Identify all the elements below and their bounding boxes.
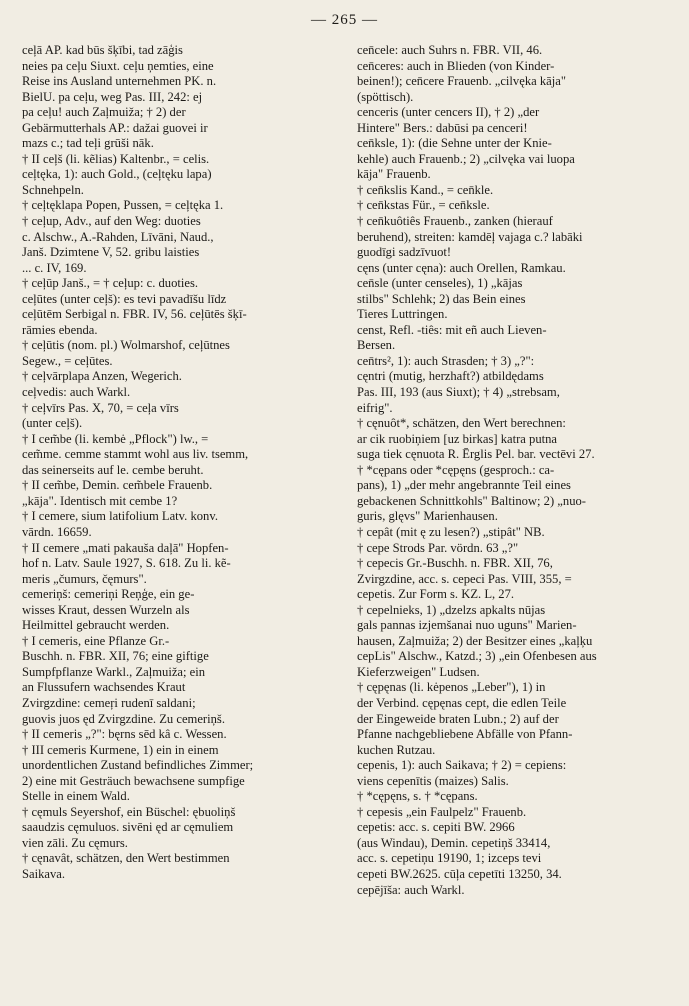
text-line: Tieres Luttringen.: [357, 307, 448, 322]
text-line: cem̃me. cemme stammt wohl aus liv. tsemm,: [22, 447, 249, 462]
text-line: Stelle in einem Wald.: [22, 789, 130, 804]
text-line: † II cem̃be, Demin. cem̃bele Frauenb.: [22, 478, 213, 493]
left-column: [22, 43, 334, 883]
text-line: guris, glęvs" Marienhausen.: [357, 509, 498, 524]
text-line: Buschh. n. FBR. XII, 76; eine giftige: [22, 649, 209, 664]
text-line: beinen!); cen̄cere Frauenb. „cilvęka kāja": [357, 74, 566, 89]
text-line: † I cemeris, eine Pflanze Gr.-: [22, 633, 170, 648]
text-line: † ceļvārplapa Anzen, Wegerich.: [22, 369, 182, 384]
text-line: Sumpfpflanze Warkl., Zaļmuiža; ein: [22, 664, 206, 679]
text-line: der Verbind. cępęnas cept, die edlen Teile: [357, 695, 567, 710]
text-line: † I cemere, sium latifolium Latv. konv.: [22, 509, 218, 524]
text-line: cepLis" Alschw., Katzd.; 3) „ein Ofenbesen aus: [357, 649, 597, 664]
text-line: † I cem̃be (li. kembė „Pflock") lw., =: [22, 431, 209, 446]
text-line: unordentlichen Zustand befindliches Zimmer;: [22, 758, 254, 773]
text-line: mazs c.; tad teļi grūši nāk.: [22, 136, 154, 151]
text-line: kuchen Rutzau.: [357, 742, 436, 757]
text-line: † II ceļš (li. kẽlias) Kaltenbr., = celis.: [22, 151, 210, 166]
text-line: Pfanne nachgebliebene Abfälle von Pfann-: [357, 727, 573, 742]
text-line: Saikava.: [22, 866, 66, 881]
text-line: neies pa ceļu Siuxt. ceļu ņemties, eine: [22, 58, 214, 73]
text-line: † cepelnieks, 1) „dzelzs apkalts nūjas: [357, 602, 546, 617]
text-line: pans), 1) „der mehr angebrannte Teil eines: [357, 478, 571, 493]
text-line: guovis juos ęd Zvirgzdine. Zu cemeriņš.: [22, 711, 225, 726]
text-line: wisses Kraut, dessen Wurzeln als: [22, 602, 190, 617]
page-number: — 265 —: [311, 12, 378, 28]
text-line: gals pannas izjemšanai nuo uguns" Marien-: [357, 618, 577, 633]
text-line: cepetis. Zur Form s. KZ. L, 27.: [357, 587, 515, 602]
text-line: vien zāli. Zu cęmurs.: [22, 835, 128, 850]
text-line: pa ceļu! auch Zaļmuiža; † 2) der: [22, 105, 186, 120]
text-line: gebackenen Schnittkohls" Baltinow; 2) „nuo-: [357, 493, 586, 508]
text-line: Schnehpeln.: [22, 182, 84, 197]
text-line: Segew., = ceļūtes.: [22, 353, 113, 368]
text-line: † ceļvīrs Pas. X, 70, = ceļa vīrs: [22, 400, 179, 415]
text-line: censt, Refl. -tiês: mit eñ auch Lieven-: [357, 322, 547, 337]
text-line: cenceris (unter cencers II), † 2) „der: [357, 105, 540, 120]
text-line: cen̄ksle, 1): (die Sehne unter der Knie-: [357, 136, 552, 151]
text-line: † cepât (mit ę zu lesen?) „stipât" NB.: [357, 524, 545, 539]
text-line: † II cemeris „?": bęrns sēd kâ c. Wessen.: [22, 727, 227, 742]
text-line: (aus Windau), Demin. cepetiņš 33414,: [357, 835, 551, 850]
text-line: Gebärmutterhals AP.: dažai guovei ir: [22, 120, 208, 135]
text-line: kāja" Frauenb.: [357, 167, 431, 182]
text-line: (spöttisch).: [357, 89, 414, 104]
text-line: Heilmittel gebraucht werden.: [22, 618, 170, 633]
text-line: ceļvedis: auch Warkl.: [22, 385, 131, 400]
text-line: † cepe Strods Par. vördn. 63 „?": [357, 540, 519, 555]
text-line: saaudzis cęmuluos. sivēni ęd ar cęmuliem: [22, 820, 234, 835]
text-line: ar cik ruobiņiem [uz birkas] katra putna: [357, 431, 558, 446]
text-line: Kieferzweigen" Ludsen.: [357, 664, 480, 679]
text-line: cen̄trs², 1): auch Strasden; † 3) „?":: [357, 353, 535, 368]
text-line: an Flussufern wachsendes Kraut: [22, 680, 186, 695]
text-line: stilbs" Schlehk; 2) das Bein eines: [357, 291, 526, 306]
text-line: cemeriņš: cemeriņi Reņģe, ein ge-: [22, 587, 195, 602]
text-line: Hintere" Bers.: dabūsi pa cenceri!: [357, 120, 528, 135]
text-line: † cepesis „ein Faulpelz" Frauenb.: [357, 804, 527, 819]
text-line: viens cepenītis (maizes) Salis.: [357, 773, 509, 788]
text-line: hof n. Latv. Saule 1927, S. 618. Zu li. kẽ-: [22, 556, 231, 571]
text-line: † *cępęns, s. † *cępans.: [357, 789, 478, 804]
text-line: † cęmuls Seyershof, ein Büschel: ębuoliņš: [22, 804, 236, 819]
text-line: „kāja". Identisch mit cembe 1?: [22, 493, 178, 508]
text-line: der Eingeweide braten Lubn.; 2) auf der: [357, 711, 559, 726]
text-line: cepenis, 1): auch Saikava; † 2) = cepiens:: [357, 758, 567, 773]
text-line: ceļūtes (unter ceļš): es tevi pavadīšu līdz: [22, 291, 227, 306]
text-line: eifrig".: [357, 400, 393, 415]
text-line: acc. s. cepetiņu 19190, 1; izceps tevi: [357, 851, 542, 866]
right-column: [357, 43, 671, 898]
text-line: suga tiek cęnuota R. Ērglis Pel. bar. vectēvi 27.: [357, 447, 595, 462]
text-line: cen̄ceres: auch in Blieden (von Kinder-: [357, 58, 555, 73]
text-line: † III cemeris Kurmene, 1) ein in einem: [22, 742, 219, 757]
text-line: BielU. pa ceļu, weg Pas. III, 242: ej: [22, 89, 203, 104]
text-line: ceļūtēm Serbigal n. FBR. IV, 56. ceļūtēs šķī-: [22, 307, 247, 322]
text-line: (unter ceļš).: [22, 416, 83, 431]
text-line: † cen̄kuôtiês Frauenb., zanken (hierauf: [357, 214, 553, 229]
text-line: Pas. III, 193 (aus Siuxt); † 4) „strebsam,: [357, 385, 560, 400]
text-line: † ceļūp Janš., = † ceļup: c. duoties.: [22, 276, 199, 291]
text-line: † ceļūtis (nom. pl.) Wolmarshof, ceļūtnes: [22, 338, 230, 353]
text-line: Bersen.: [357, 338, 396, 353]
text-line: 2) eine mit Gesträuch bewachsene sumpfige: [22, 773, 245, 788]
text-line: guodīgi sadzīvuot!: [357, 245, 452, 260]
text-line: † cęnuôt*, schätzen, den Wert berechnen:: [357, 416, 566, 431]
text-line: cepeti BW.2625. cūļa cepetīti 13250, 34.: [357, 866, 562, 881]
text-line: Reise ins Ausland unternehmen PK. n.: [22, 74, 217, 89]
text-line: das seinerseits auf le. cembe beruht.: [22, 462, 204, 477]
text-line: meris „čumurs, čęmurs".: [22, 571, 147, 586]
text-line: † II cemere „mati pakauša daļā" Hopfen-: [22, 540, 229, 555]
text-line: ceļā AP. kad būs šķībi, tad zāģis: [22, 43, 183, 57]
text-line: † cępęnas (li. kėpenos „Leber"), 1) in: [357, 680, 546, 695]
text-line: ... c. IV, 169.: [22, 260, 87, 275]
text-line: rāmies ebenda.: [22, 322, 98, 337]
text-line: cen̄sle (unter censeles), 1) „kājas: [357, 276, 523, 291]
text-line: hausen, Zaļmuiža; 2) der Besitzer eines „kaļķu: [357, 633, 593, 648]
text-line: vārdn. 16659.: [22, 524, 92, 539]
text-line: cen̄cele: auch Suhrs n. FBR. VII, 46.: [357, 43, 543, 57]
text-line: c. Alschw., A.-Rahden, Līvāni, Naud.,: [22, 229, 214, 244]
text-line: Zvirgzdine, acc. s. cepeci Pas. VIII, 355, =: [357, 571, 572, 586]
text-line: † cen̄kstas Für., = cen̄ksle.: [357, 198, 490, 213]
text-line: † *cępans oder *cępęns (gesproch.: ca-: [357, 462, 555, 477]
text-line: cepējīša: auch Warkl.: [357, 882, 465, 897]
text-line: cepetis: acc. s. cepiti BW. 2966: [357, 820, 515, 835]
text-line: † ceļup, Adv., auf den Weg: duoties: [22, 214, 201, 229]
text-line: cęntri (mutig, herzhaft?) atbildędams: [357, 369, 544, 384]
text-line: † ceļtęklapa Popen, Pussen, = ceļtęka 1.: [22, 198, 224, 213]
text-line: cęns (unter cęna): auch Orellen, Ramkau.: [357, 260, 566, 275]
text-line: † cęnavât, schätzen, den Wert bestimmen: [22, 851, 230, 866]
text-line: † cen̄kslis Kand., = cen̄kle.: [357, 182, 494, 197]
text-line: Janš. Dzimtene V, 52. gribu laisties: [22, 245, 200, 260]
text-line: † cepecis Gr.-Buschh. n. FBR. XII, 76,: [357, 556, 553, 571]
text-line: ceļtęka, 1): auch Gold., (ceļtęku lapa): [22, 167, 212, 182]
text-line: beruhend), streiten: kamdēļ vajaga c.? labāki: [357, 229, 583, 244]
text-line: Zvirgzdine: cemeŗi rudenī saldani;: [22, 695, 196, 710]
text-line: kehle) auch Frauenb.; 2) „cilvęka vai luopa: [357, 151, 575, 166]
